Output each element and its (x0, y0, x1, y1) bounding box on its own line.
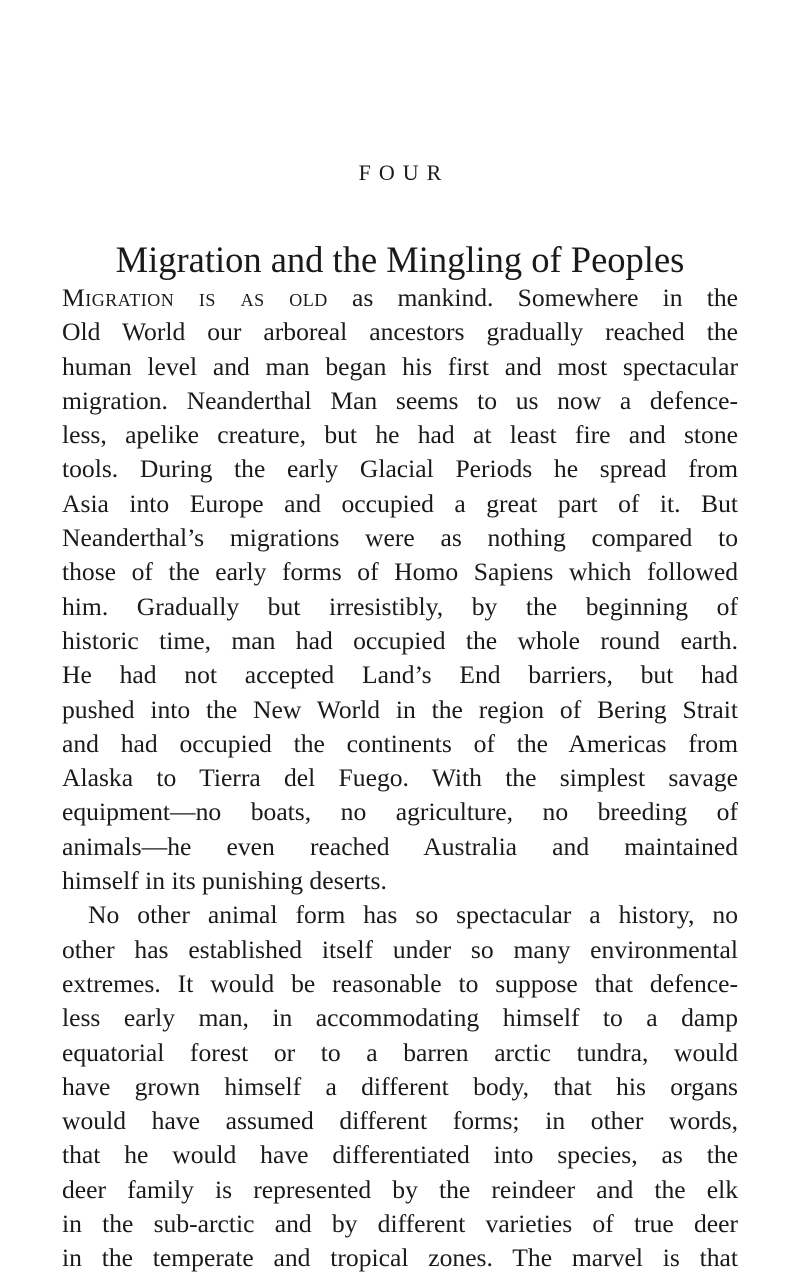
text-line: in the sub-arctic and by different varieties of true deer (62, 1209, 738, 1239)
text-line: tools. During the early Glacial Periods he spread from (62, 454, 738, 484)
text-line: historic time, man had occupied the whole round earth. (62, 625, 738, 655)
text-line: Old World our arboreal ancestors gradually reached the (62, 317, 738, 347)
text-line: and had occupied the continents of the Americas from (62, 728, 738, 758)
text-line: equipment—no boats, no agriculture, no breeding of (62, 797, 738, 827)
chapter-title: Migration and the Mingling of Peoples (115, 239, 685, 280)
text-line: human level and man began his first and most spectacular (62, 351, 738, 381)
chapter-number: FOUR (358, 160, 450, 185)
text-line: extremes. It would be reasonable to suppose that defence- (62, 968, 738, 998)
text-line: those of the early forms of Homo Sapiens which followed (62, 557, 738, 587)
text-line: deer family is represented by the reindeer and the elk (62, 1174, 738, 1204)
text-line: in the temperate and tropical zones. The marvel is that (62, 1243, 738, 1273)
text-line: him. Gradually but irresistibly, by the beginning of (62, 591, 738, 621)
text-line: No other animal form has so spectacular a history, no (88, 900, 738, 930)
text-line: himself in its punishing deserts. (62, 866, 387, 896)
text-line: pushed into the New World in the region of Bering Strait (62, 694, 738, 724)
paragraph-1 (62, 281, 738, 898)
chapter-body (62, 281, 738, 1276)
text-line: have grown himself a different body, that his organs (62, 1071, 738, 1101)
text-line: less, apelike creature, but he had at least fire and stone (62, 420, 738, 450)
text-line: other has established itself under so many environmental (62, 934, 738, 964)
text-line: Asia into Europe and occupied a great part of it. But (62, 488, 738, 518)
paragraph-1-line-1 (62, 281, 738, 315)
paragraph-2 (62, 898, 738, 1275)
text-line: would have assumed different forms; in other words, (62, 1106, 738, 1136)
text-line: Alaska to Tierra del Fuego. With the simplest savage (62, 763, 738, 793)
text-line: animals—he even reached Australia and maintained (62, 831, 738, 861)
text-line: Neanderthal’s migrations were as nothing compared to (62, 523, 738, 553)
opening-smallcaps: Migration is as old (62, 283, 328, 312)
text-fragment: as mankind. Somewhere in the (327, 283, 739, 312)
text-line: equatorial forest or to a barren arctic tundra, would (62, 1037, 738, 1067)
text-line: migration. Neanderthal Man seems to us now a defence- (62, 385, 738, 415)
text-line: He had not accepted Land’s End barriers, but had (62, 660, 738, 690)
text-line: that he would have differentiated into species, as the (62, 1140, 738, 1170)
text-line: less early man, in accommodating himself to a damp (62, 1003, 738, 1033)
